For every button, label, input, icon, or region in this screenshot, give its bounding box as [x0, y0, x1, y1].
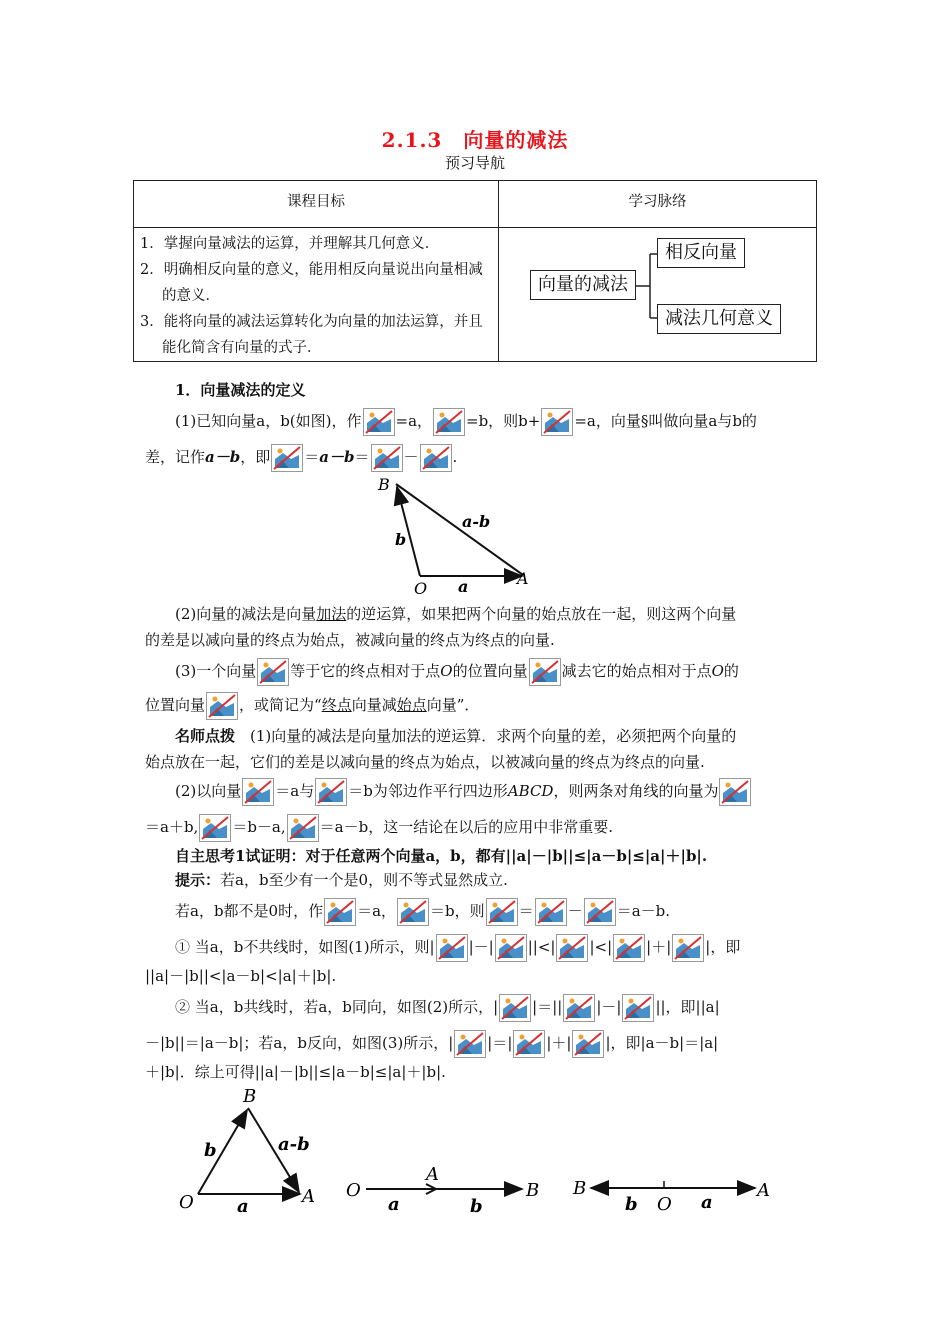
goal-item: 2．明确相反向量的意义，能用相反向量说出向量相减的意义． [140, 262, 483, 304]
tip-line-3: (2)以向量 ＝a与 ＝b为邻边作平行四边形ABCD，则两条对角线的向量为 [175, 778, 845, 806]
learning-outline-header: 学习脉络 [499, 181, 817, 228]
vector-image-icon [535, 898, 567, 926]
tip-line-4: ＝a＋b, ＝b－a, ＝a－b，这一结论在以后的应用中非常重要. [145, 814, 815, 842]
vector-image-icon [556, 934, 588, 962]
fig-label-a: a [458, 577, 469, 596]
page-title: 2.1.3 向量的减法 [381, 128, 569, 152]
case1-line-2: ||a|－|b||<|a－b|<|a|＋|b|. [145, 967, 337, 985]
vector-image-icon [486, 898, 518, 926]
vector-image-icon [613, 934, 645, 962]
think-question: 自主思考1试证明：对于任意两个向量a，b，都有||a|－|b||≤|a－b|≤|a|＋|b|. [175, 847, 708, 865]
vector-image-icon [257, 658, 289, 686]
position-vector-line-1: (3)一个向量 等于它的终点相对于点O的位置向量 减去它的始点相对于点O的 [175, 658, 845, 686]
vector-image-icon [529, 658, 561, 686]
subtraction-figure [370, 470, 540, 600]
f1-label-a: a [237, 1196, 249, 1217]
goals-cell [134, 228, 499, 362]
f1-label-O: O [179, 1192, 194, 1213]
vector-image-icon [495, 934, 527, 962]
goal-item: 3．能将向量的减法运算转化为向量的加法运算，并且能化简含有向量的式子． [140, 314, 483, 356]
case1-line-1: ① 当a，b不共线时，如图(1)所示，则| |－| ||<| |<| |＋| |，即 [175, 934, 845, 962]
fig-label-A: A [517, 569, 529, 588]
f1-label-b: b [204, 1140, 217, 1161]
fig-label-O: O [414, 579, 428, 598]
tip-line-2: 始点放在一起，它们的差是以减向量的终点为始点，以被减向量的终点为终点的向量. [145, 753, 705, 771]
mindmap-branch-meaning: 减法几何意义 [657, 304, 781, 334]
f1-label-A: A [302, 1186, 315, 1207]
vector-image-icon [397, 898, 429, 926]
f3-label-b: b [625, 1194, 638, 1215]
figure-1-triangle [170, 1084, 330, 1224]
f2-label-a: a [388, 1194, 400, 1215]
vector-image-icon [454, 1030, 486, 1058]
f1-label-B: B [243, 1086, 257, 1107]
vector-image-icon [563, 994, 595, 1022]
vector-image-icon [371, 444, 403, 472]
f3-label-B: B [573, 1178, 587, 1199]
definition-line-2: 差，记作a－b，即 ＝a－b＝ － . [145, 444, 815, 472]
vector-image-icon [199, 814, 231, 842]
course-table [133, 180, 817, 362]
f3-label-O: O [657, 1194, 672, 1215]
f2-label-A: A [426, 1164, 439, 1185]
f3-label-A: A [757, 1180, 770, 1201]
section-heading: 1．向量减法的定义 [175, 381, 306, 399]
fig-label-amb: a-b [462, 512, 491, 531]
case2-line-1: ② 当a，b共线时，若a，b同向，如图(2)所示，| |＝|| |－| ||，即||a| [175, 994, 845, 1022]
mindmap-root: 向量的减法 [530, 270, 636, 300]
course-goals-header: 课程目标 [134, 181, 499, 228]
case2-line-3: ＋|b|．综上可得||a|－|b||≤|a－b|≤|a|＋|b|. [145, 1063, 446, 1081]
inverse-op-line-1: (2)向量的减法是向量加法的逆运算，如果把两个向量的始点放在一起，则这两个向量 [175, 605, 737, 623]
vector-image-icon [513, 1030, 545, 1058]
vector-image-icon [719, 778, 751, 806]
tip-line-1: 名师点拨 (1)向量的减法是向量加法的逆运算．求两个向量的差，必须把两个向量的 [175, 727, 737, 745]
vector-image-icon [363, 408, 395, 436]
vector-image-icon [433, 408, 465, 436]
goal-item: 1．掌握向量减法的运算，并理解其几何意义． [140, 236, 440, 252]
vector-image-icon [324, 898, 356, 926]
hint-line-2: 若a，b都不是0时，作 ＝a， ＝b，则 ＝ － ＝a－b. [175, 898, 845, 926]
vector-image-icon [572, 1030, 604, 1058]
vector-image-icon [672, 934, 704, 962]
inverse-op-line-2: 的差是以减向量的终点为始点，被减向量的终点为终点的向量. [145, 631, 555, 649]
vector-image-icon [271, 444, 303, 472]
fig-label-b: b [395, 530, 407, 549]
case2-line-2: －|b||＝|a－b|；若a，b反向，如图(3)所示，| |＝| |＋| |，即|a－b|＝|a| [145, 1030, 815, 1058]
vector-image-icon [420, 444, 452, 472]
vector-image-icon [315, 778, 347, 806]
vector-image-icon [622, 994, 654, 1022]
figure-2-same-direction [340, 1160, 550, 1220]
vector-image-icon [206, 692, 238, 720]
f2-label-b: b [470, 1196, 483, 1217]
position-vector-line-2: 位置向量 ，或简记为“终点向量减始点向量”． [145, 692, 815, 720]
mindmap-branch-opposite: 相反向量 [657, 238, 745, 268]
f2-label-O: O [346, 1180, 361, 1201]
figure-3-opposite-direction [565, 1170, 785, 1220]
hint-line: 提示：若a，b至少有一个是0，则不等式显然成立. [175, 871, 508, 889]
vector-image-icon [499, 994, 531, 1022]
vector-image-icon [287, 814, 319, 842]
fig-label-B: B [378, 475, 390, 494]
f2-label-B: B [526, 1180, 540, 1201]
vector-image-icon [242, 778, 274, 806]
definition-line-1: (1)已知向量a，b(如图)，作 =a， =b，则b+ =a，向量§叫做向量a与b的 [175, 408, 845, 436]
tip-label: 名师点拨 [175, 727, 236, 745]
vector-image-icon [541, 408, 573, 436]
vector-image-icon [584, 898, 616, 926]
vector-image-icon [436, 934, 468, 962]
f3-label-a: a [701, 1192, 713, 1213]
f1-label-amb: a-b [278, 1134, 310, 1155]
page-subtitle: 预习导航 [444, 154, 505, 172]
